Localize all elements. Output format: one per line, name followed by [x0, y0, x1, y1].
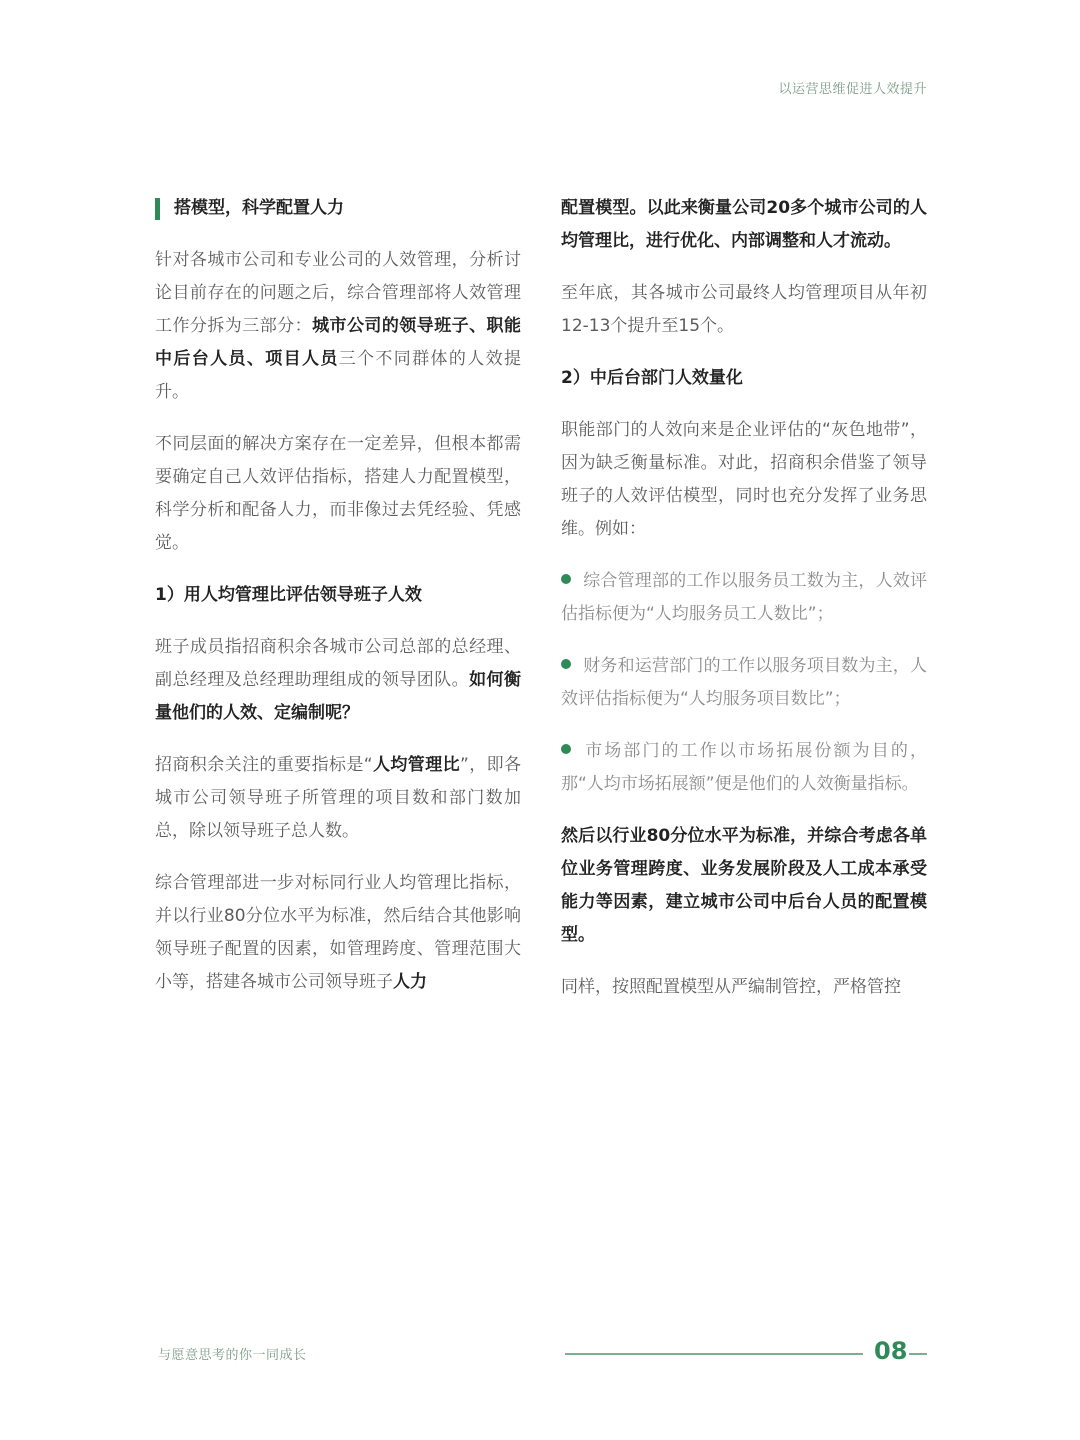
paragraph-benchmark: 综合管理部进一步对标同行业人均管理比指标，并以行业80分位水平为标准，然后结合其他影响领导班子配置的因素，如管理跨度、管理范围大小等，搭建各城市公司领导班子人力 — [155, 873, 521, 992]
bullet-item: 市场部门的工作以市场拓展份额为目的，那“人均市场拓展额”便是他们的人效衡量指标。 — [561, 741, 927, 794]
section-accent-bar — [155, 198, 160, 220]
right-column — [561, 192, 927, 1023]
bullet-dot-icon — [561, 574, 571, 584]
paragraph-team-members: 班子成员指招商积余各城市公司总部的总经理、副总经理及总经理助理组成的领导团队。如何衡量他们的人效、定编制呢？ — [155, 637, 522, 723]
bullet-dot-icon — [561, 659, 571, 669]
running-header: 以运营思维促进人效提升 — [778, 82, 927, 97]
footer-divider — [565, 1353, 863, 1355]
section-title-text: 搭模型，科学配置人力 — [174, 198, 344, 218]
subheading-midback-office: 2）中后台部门人效量化 — [561, 368, 743, 388]
section-title — [155, 192, 521, 225]
left-column — [155, 192, 521, 1018]
subheading-leadership: 1）用人均管理比评估领导班子人效 — [155, 585, 422, 605]
paragraph-key-metric: 招商积余关注的重要指标是“人均管理比”，即各城市公司领导班子所管理的项目数和部门数加总，除以领导班子总人数。 — [155, 755, 522, 841]
paragraph-grey-zone: 职能部门的人效向来是企业评估的“灰色地带”，因为缺乏衡量标准。对此，招商积余借鉴了领导班子的人效评估模型，同时也充分发挥了业务思维。例如： — [561, 420, 927, 539]
paragraph-intro: 针对各城市公司和专业公司的人效管理，分析讨论目前存在的问题之后，综合管理部将人效管理工作分拆为三部分：城市公司的领导班子、职能中后台人员、项目人员三个不同群体的人效提升。 — [155, 250, 522, 402]
page-number: 08 — [874, 1337, 908, 1365]
paragraph-result: 至年底，其各城市公司最终人均管理项目从年初12-13个提升至15个。 — [561, 283, 927, 336]
paragraph-standard: 然后以行业80分位水平为标准，并综合考虑各单位业务管理跨度、业务发展阶段及人工成本承受能力等因素，建立城市公司中后台人员的配置模型。 — [561, 826, 927, 945]
bullet-dot-icon — [561, 744, 571, 754]
footer-tagline: 与愿意思考的你一同成长 — [158, 1348, 307, 1363]
bullet-item: 财务和运营部门的工作以服务项目数为主，人效评估指标便为“人均服务项目数比”； — [561, 656, 927, 709]
paragraph-config-model: 配置模型。以此来衡量公司20多个城市公司的人均管理比，进行优化、内部调整和人才流动。 — [561, 198, 927, 251]
paragraph-control: 同样，按照配置模型从严编制管控，严格管控 — [561, 977, 901, 997]
footer-dash — [909, 1353, 927, 1355]
bullet-item: 综合管理部的工作以服务员工数为主，人效评估指标便为“人均服务员工人数比”； — [561, 571, 927, 624]
paragraph-solution: 不同层面的解决方案存在一定差异，但根本都需要确定自己人效评估指标，搭建人力配置模型，科学分析和配备人力，而非像过去凭经验、凭感觉。 — [155, 434, 521, 553]
